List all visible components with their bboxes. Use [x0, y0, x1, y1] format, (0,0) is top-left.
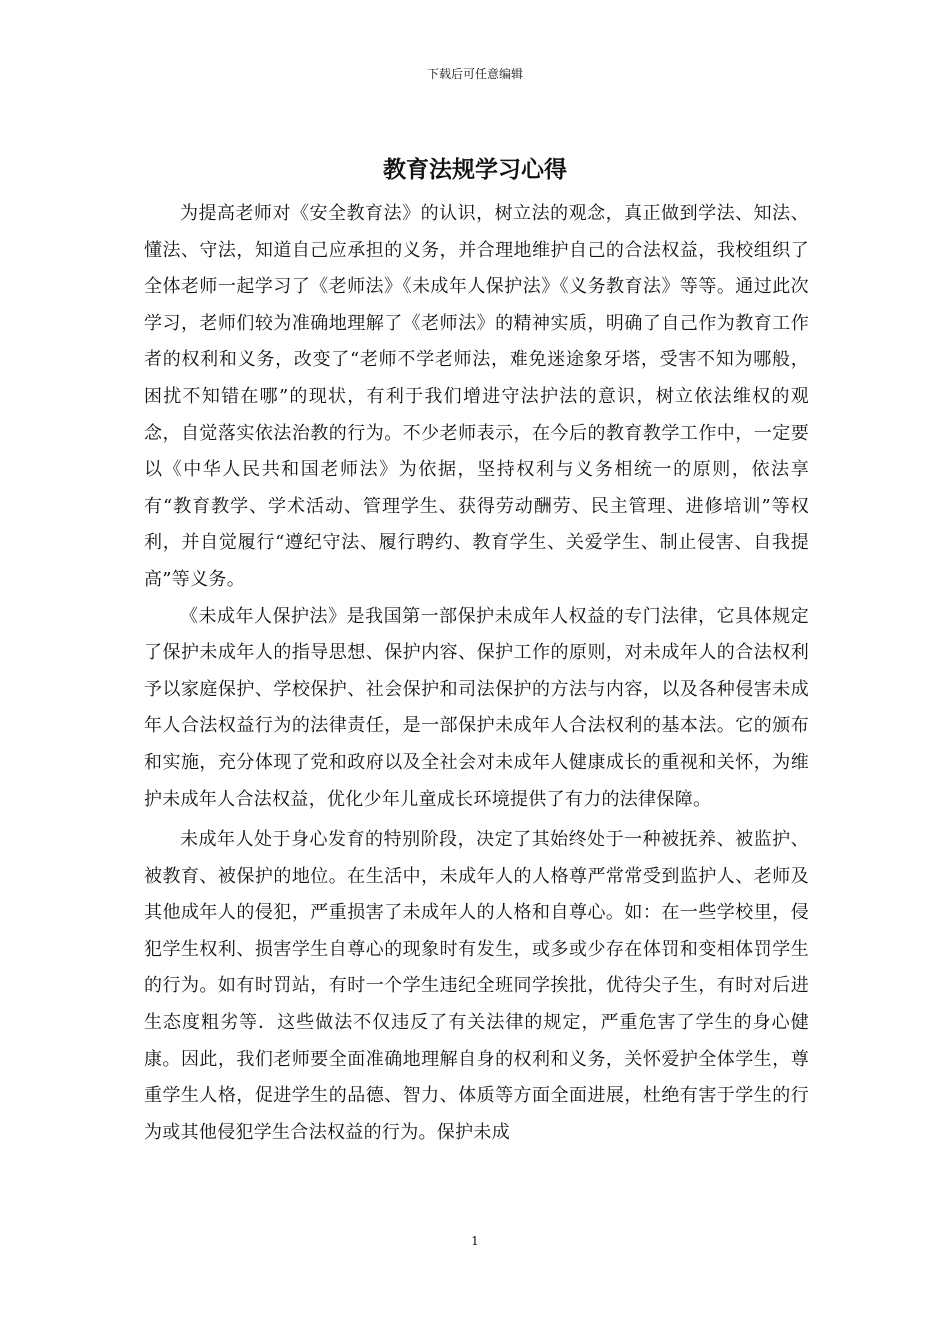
document-title: 教育法规学习心得 [383, 156, 567, 183]
paragraph-minor-protection-law: 《未成年人保护法》是我国第一部保护未成年人权益的专门法律，它具体规定了保护未成年人的指导思想、保护内容、保护工作的原则，对未成年人的合法权利予以家庭保护、学校保护、社会保护和司法保护的方法与内容，以及各种侵害未成年人合法权益行为的法律责任，是一部保护未成年人合法权利的基本法。它的颁布和实施，充分体现了党和政府以及全社会对未成年人健康成长的重视和关怀，为维护未成年人合法权益，优化少年儿童成长环境提供了有力的法律保障。 [144, 605, 809, 810]
document-body [144, 196, 809, 1151]
page-number: 1 [471, 1234, 479, 1248]
paragraph-teacher-law: 为提高老师对《安全教育法》的认识，树立法的观念，真正做到学法、知法、懂法、守法，知道自己应承担的义务，并合理地维护自己的合法权益，我校组织了全体老师一起学习了《老师法》《未成年人保护法》《义务教育法》等等。通过此次学习，老师们较为准确地理解了《老师法》的精神实质，明确了自己作为教育工作者的权利和义务，改变了“老师不学老师法，难免迷途象牙塔，受害不知为哪般，困扰不知错在哪”的现状，有利于我们增进守法护法的意识，树立依法维权的观念，自觉落实依法治教的行为。不少老师表示，在今后的教育教学工作中，一定要以《中华人民共和国老师法》为依据，坚持权利与义务相统一的原则，依法享有“教育教学、学术活动、管理学生、获得劳动酬劳、民主管理、进修培训”等权利，并自觉履行“遵纪守法、履行聘约、教育学生、关爱学生、制止侵害、自我提高”等义务。 [144, 203, 809, 590]
paragraph-minor-rights: 未成年人处于身心发育的特别阶段，决定了其始终处于一种被抚养、被监护、被教育、被保护的地位。在生活中，未成年人的人格尊严常常受到监护人、老师及其他成年人的侵犯，严重损害了未成年人的人格和自尊心。如：在一些学校里，侵犯学生权利、损害学生自尊心的现象时有发生，或多或少存在体罚和变相体罚学生的行为。如有时罚站，有时一个学生违纪全班同学挨批，优待尖子生，有时对后进生态度粗劣等．这些做法不仅违反了有关法律的规定，严重危害了学生的身心健康。因此，我们老师要全面准确地理解自身的权利和义务，关怀爱护全体学生，尊重学生人格，促进学生的品德、智力、体质等方面全面进展，杜绝有害于学生的行为或其他侵犯学生合法权益的行为。保护未成 [144, 829, 809, 1143]
page-header-note: 下载后可任意编辑 [426, 67, 523, 81]
